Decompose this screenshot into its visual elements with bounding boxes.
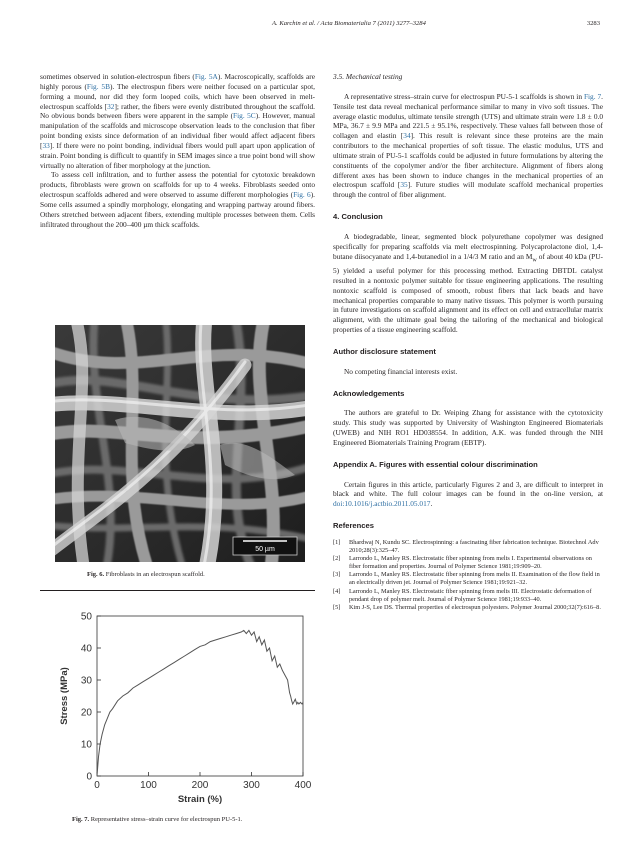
reference-number: [1] — [333, 539, 341, 546]
ref-fig-5a[interactable]: Fig. 5A — [194, 72, 218, 81]
text-run: ). The electrospun fibers were neither focused on a particular spot, forming a mound, nor did they form looped coils, which have been observed in melt-electrospun scaffolds [ — [40, 81, 315, 111]
ref-33[interactable]: 33 — [42, 140, 50, 150]
text-run: ). Macroscopically, scaffolds are highly porous ( — [40, 72, 315, 91]
mw-subscript: w — [532, 257, 537, 264]
text-run: ]; rather, the fibers were evenly distributed throughout the scaffold. No obvious bonds between fibers were apparent in the sample ( — [40, 101, 315, 121]
running-header — [40, 20, 600, 32]
y-tick-label: 0 — [86, 771, 92, 783]
figure-divider-top — [40, 590, 315, 591]
right-column — [333, 72, 603, 612]
y-tick-label: 40 — [80, 643, 92, 655]
reference-list — [333, 539, 603, 612]
text-run: A biodegradable, linear, segmented block polyurethane copolymer was designed specifically for preparing scaffolds via melt electrospinning. Polycaprolactone diol, 1,4-butane diisocyanate and 1,4-butanediol in a 1/4/3 M ratio and an M — [333, 231, 603, 261]
x-tick-label: 200 — [191, 780, 209, 791]
figure-6-sem-image — [55, 325, 305, 562]
reference-text: Larrondo L, Manley RS. Electrostatic fiber spinning from melts III. Electrostatic deformation of pendant drop of polymer melt. Journal of Polymer Science 1981;19:933–40. — [349, 587, 592, 603]
conclusion-heading: 4. Conclusion — [333, 212, 383, 222]
fig-7-caption-text: Representative stress–strain curve for electrospun PU-5-1. — [90, 816, 243, 823]
sem-micrograph — [55, 325, 305, 562]
ref-34[interactable]: 34 — [403, 131, 411, 141]
running-title: A. Karchin et al. / Acta Biomaterialia 7 (2011) 3277–3284 — [272, 20, 426, 27]
disclosure-heading: Author disclosure statement — [333, 346, 436, 356]
text-run: ]. This result is relevant since these proteins are the main contributors to the mechanical properties of soft tissue. The elastic modulus, UTS and ultimate strain of PU-5-1 scaffolds could be adjusted in future formulations by altering the constituents of the copolymer and/or the fiber architecture. Alignment of fibers along different axes has been shown to induce changes in the mechanical properties of an electrospun scaffold [ — [333, 131, 603, 190]
reference-text: Larrondo L, Manley RS. Electrostatic fiber spinning from melts I. Experimental observations on fiber formation and properties. Journal of Polymer Science 1981;19:909–20. — [349, 555, 592, 571]
series-line-pu-5-1 — [97, 630, 303, 776]
paragraph-fiber-morphology — [40, 72, 315, 170]
plot-frame — [97, 616, 303, 776]
y-tick-label: 50 — [80, 611, 92, 623]
reference-item — [333, 604, 603, 612]
paragraph-mechanical-testing — [333, 92, 603, 200]
reference-item — [333, 588, 603, 604]
text-run: A representative stress–strain curve for electrospun PU-5-1 scaffolds is shown in — [344, 91, 584, 101]
paragraph-disclosure: No competing financial interests exist. — [344, 366, 458, 376]
ref-fig-6[interactable]: Fig. 6 — [293, 190, 311, 200]
reference-number: [3] — [333, 571, 341, 579]
text-run: . — [430, 499, 433, 509]
text-run: sometimes observed in solution-electrospun fibers ( — [40, 72, 195, 81]
reference-text: Kim J-S, Lee DS. Thermal properties of electrospun polyesters. Polymer Journal 2000;32(7):616–8. — [349, 603, 601, 611]
reference-text: Bhardwaj N, Kundu SC. Electrospinning: a fascinating fiber fabrication technique. Biotechnol Adv 2010;28(3):325–47. — [349, 539, 599, 555]
references-heading: References — [333, 521, 374, 531]
text-run: Certain figures in this article, particularly Figures 2 and 3, are difficult to interpret in black and white. The full colour images can be found in the on-line version, at — [333, 479, 603, 499]
text-run: ). However, manual manipulation of the scaffolds and microscope observation leads to the conclusion that fiber point bonding exists since deformation of an individual fiber would affect adjacent fibers [ — [40, 111, 315, 150]
y-tick-label: 10 — [80, 739, 92, 751]
x-tick-label: 300 — [243, 780, 260, 791]
ref-fig-7[interactable]: Fig. 7 — [583, 91, 602, 101]
y-tick-label: 30 — [80, 675, 92, 687]
doi-link[interactable]: doi:10.1016/j.actbio.2011.05.017 — [333, 499, 431, 509]
text-run: To assess cell infiltration, and to further assess the potential for cytotoxic breakdown products, fibroblasts were grown on scaffolds for up to 4 weeks. Fibroblasts seeded onto electrospun scaffolds adhered and were observed to assume different morphologies ( — [40, 170, 315, 200]
stress-strain-chart — [55, 608, 313, 808]
acknowledgements-heading: Acknowledgements — [333, 388, 405, 398]
reference-number: [4] — [333, 587, 341, 595]
fig-7-label: Fig. 7. — [72, 816, 90, 823]
figure-6-caption — [87, 570, 205, 579]
x-tick-label: 100 — [140, 780, 157, 791]
reference-item — [333, 555, 603, 571]
ref-fig-5c[interactable]: Fig. 5C — [233, 111, 256, 121]
paragraph-cell-infiltration — [40, 170, 315, 229]
text-run: of about 40 kDa (PU-5) yielded a useful polymer for this processing method. Extracting DBTDL catalyst resulted in a nontoxic polymer suitable for tissue engineering applications. The resulting nontoxic scaffold is composed of smooth, robust fibers that lack beads and have mechanical properties comparable to many native tissues. This polymer is worth pursuing in future investigations on scaffold alignment and its effect on cell and extracellular matrix alignment, with the ultimate goal being the tailoring of the mechanical and biological properties of a tissue engineering scaffold. — [333, 251, 603, 335]
text-run: ]. Future studies will modulate scaffold mechanical properties through the control of fiber alignment. — [333, 180, 603, 200]
reference-text: Larrondo L, Manley RS. Electrostatic fiber spinning from melts II. Examination of the flow field in an electrically driven jet. Journal of Polymer Science 1981;19:921–32. — [349, 571, 600, 587]
x-axis-label: Strain (%) — [177, 794, 223, 805]
text-run: . Tensile test data reveal mechanical performance similar to many in vivo soft tissues. The average elastic modulus, ultimate tensile strength (UTS) and ultimate strain were 1.8 ± 0.0 MPa, 36.7 ± 9.9 MPa and 221.5 ± 95.1%, respectively. These values fall between those of collagen and elastin [ — [333, 91, 603, 141]
fig-6-caption-text: Fibroblasts in an electrospun scaffold. — [105, 571, 205, 578]
x-tick-label: 0 — [94, 780, 100, 791]
page-number: 3283 — [586, 20, 600, 27]
reference-number: [5] — [333, 603, 341, 611]
x-tick-label: 400 — [294, 780, 312, 791]
ref-32[interactable]: 32 — [107, 101, 115, 111]
paragraph-acknowledgements: The authors are grateful to Dr. Weiping Zhang for assistance with the cytotoxicity study. This study was supported by University of Washington Engineered Biomaterials (UWEB) and NIH RO1 HD038554. In addition, A.K. was funded through the NIH Engineered Biomaterials Training Program (EBTP). — [333, 408, 603, 447]
y-axis-label: Stress (MPa) — [59, 667, 70, 725]
fig-6-label: Fig. 6. — [87, 571, 105, 578]
y-tick-label: 20 — [80, 707, 92, 719]
figure-7-chart — [55, 608, 313, 808]
ref-35[interactable]: 35 — [400, 180, 408, 190]
appendix-heading: Appendix A. Figures with essential colour discrimination — [333, 459, 538, 469]
text-run: ). Some cells assumed a spindly morphology, elongating and wrapping partway around fibers. Others stretched between adjacent fibers, extending multiple processes between them. Cells infiltrated throughout the 200–400 µm thick scaffolds. — [40, 190, 315, 229]
scale-bar-label: 50 µm — [255, 546, 275, 553]
reference-item — [333, 571, 603, 587]
mechanical-testing-heading: 3.5. Mechanical testing — [333, 72, 403, 81]
ref-fig-5b[interactable]: Fig. 5B — [86, 81, 110, 91]
left-column — [40, 72, 315, 230]
figure-7-caption — [72, 815, 242, 824]
paragraph-appendix — [333, 480, 603, 510]
text-run: ]. If there were no point bonding, individual fibers would pull apart upon application of strain. Point bonding is difficult to quantify in SEM images since a true point bond will show virtually no alteration of fiber morphology at the junction. — [40, 140, 315, 170]
paragraph-conclusion — [333, 232, 603, 335]
reference-number: [2] — [333, 555, 341, 563]
reference-item — [333, 539, 603, 555]
